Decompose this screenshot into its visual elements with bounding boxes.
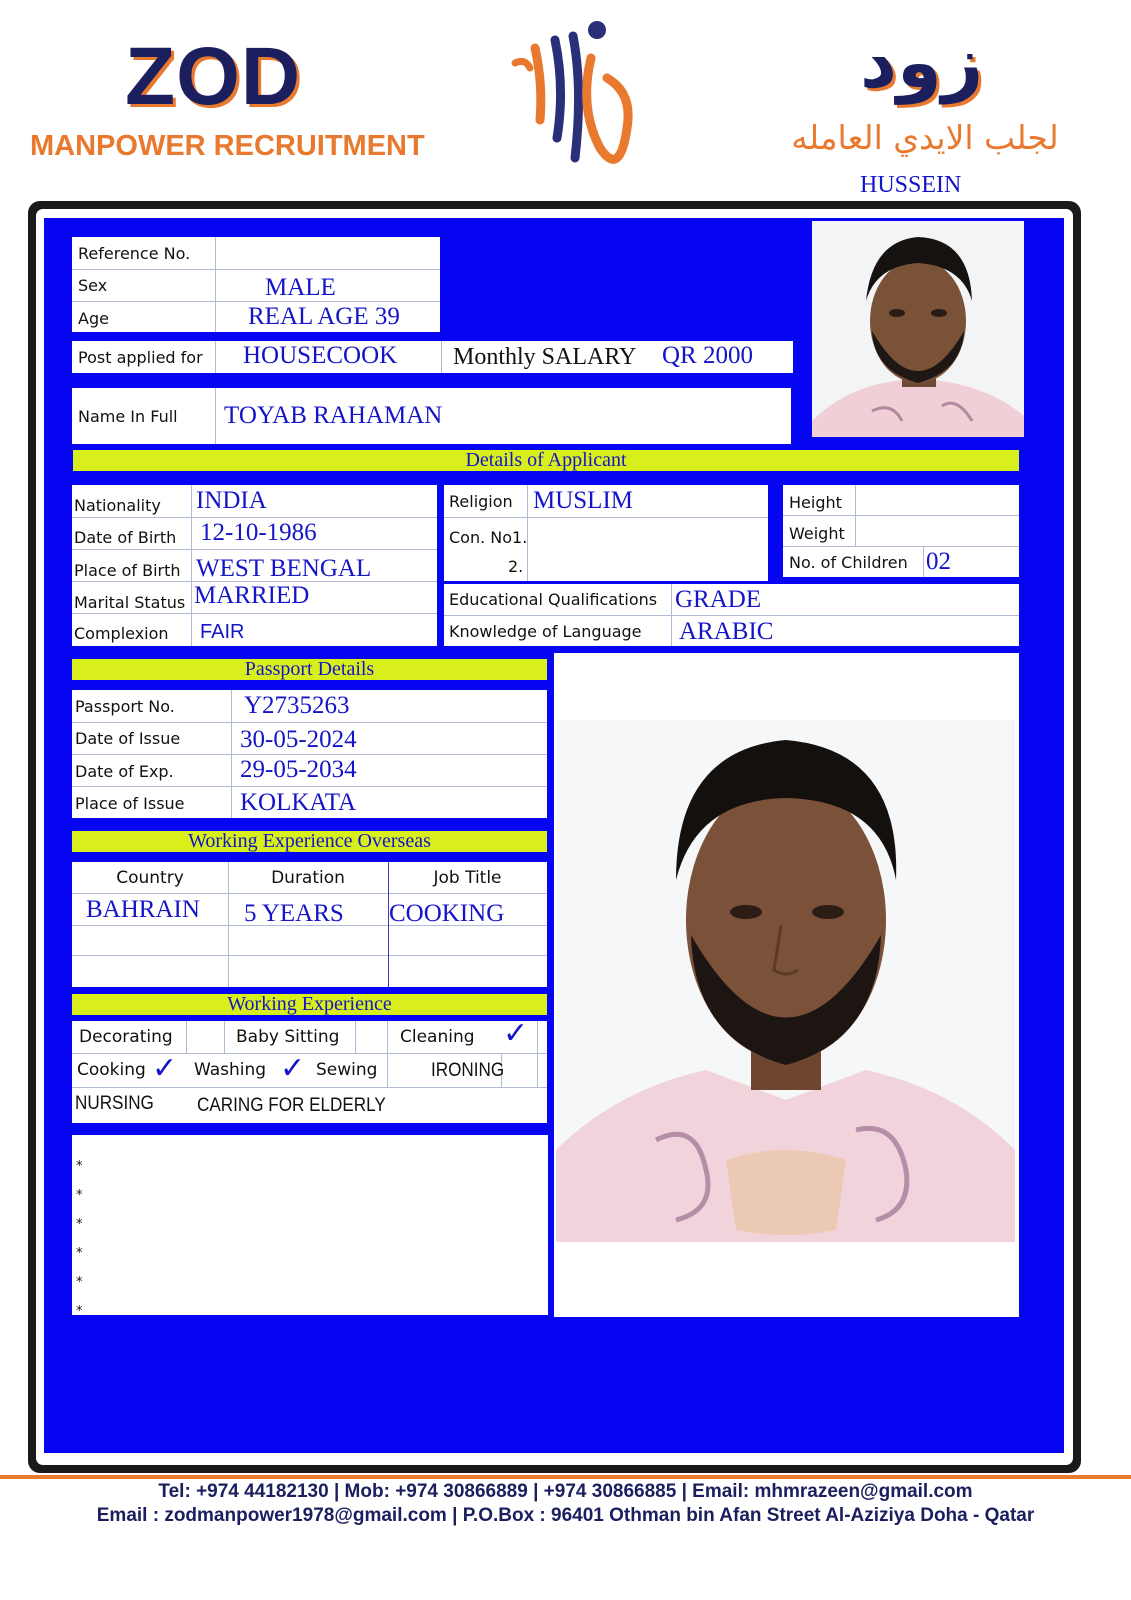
name-label: Name In Full xyxy=(78,406,178,426)
complexion-value: FAIR xyxy=(200,620,245,643)
education-value: GRADE xyxy=(675,585,762,613)
education-label: Educational Qualifications xyxy=(449,590,658,609)
col-duration: Duration xyxy=(271,867,345,888)
overseas-duration-value: 5 YEARS xyxy=(244,900,344,927)
passport-no-label: Passport No. xyxy=(75,696,175,716)
applicant-heading: Details of Applicant xyxy=(73,450,1019,471)
col-job-title: Job Title xyxy=(433,867,502,888)
expiry-date-label: Date of Exp. xyxy=(75,761,174,781)
notes-list xyxy=(76,1152,83,1326)
salary-label: Monthly SALARY xyxy=(453,343,637,370)
nursing-label: NURSING xyxy=(75,1093,154,1114)
arabic-tagline: لجلب الايدي العامله xyxy=(791,118,1059,157)
passport-no-value: Y2735263 xyxy=(244,692,350,719)
contact-2-label: 2. xyxy=(508,556,524,576)
reference-label: Reference No. xyxy=(78,243,191,263)
decorating-label: Decorating xyxy=(79,1027,173,1047)
weight-label: Weight xyxy=(789,523,845,543)
language-label: Knowledge of Language xyxy=(449,622,642,641)
pob-value: WEST BENGAL xyxy=(196,555,372,582)
overseas-country-value: BAHRAIN xyxy=(86,896,200,923)
cooking-label: Cooking xyxy=(77,1060,146,1080)
note-item: * xyxy=(76,1159,83,1174)
marital-value: MARRIED xyxy=(194,582,310,609)
issue-date-label: Date of Issue xyxy=(75,728,181,748)
post-value: HOUSECOOK xyxy=(243,342,398,369)
ironing-label: IRONING xyxy=(431,1060,505,1081)
note-item: * xyxy=(76,1188,83,1203)
footer-contact-line-1: Tel: +974 44182130 | Mob: +974 30866889 | +974 30866885 | Email: mhmrazeen@gmail.com xyxy=(158,1481,973,1502)
cleaning-check-icon: ✓ xyxy=(503,1016,529,1051)
name-value: TOYAB RAHAMAN xyxy=(224,402,443,429)
dob-label: Date of Birth xyxy=(74,527,177,547)
overseas-job-value: COOKING xyxy=(389,900,505,927)
children-value: 02 xyxy=(926,548,951,575)
applicant-photo-small xyxy=(812,221,1024,437)
complexion-label: Complexion xyxy=(74,623,169,643)
sex-value: MALE xyxy=(265,274,336,301)
agent-name: HUSSEIN xyxy=(860,172,962,198)
nationality-label: Nationality xyxy=(74,495,161,515)
religion-label: Religion xyxy=(449,491,513,511)
sewing-label: Sewing xyxy=(316,1060,378,1080)
note-item: * xyxy=(76,1275,83,1290)
pob-label: Place of Birth xyxy=(74,560,181,580)
height-label: Height xyxy=(789,492,842,512)
arabic-brand: زود xyxy=(860,20,984,104)
note-item: * xyxy=(76,1304,83,1319)
age-value: REAL AGE 39 xyxy=(248,303,400,330)
age-label: Age xyxy=(78,308,109,328)
salary-value: QR 2000 xyxy=(662,342,753,369)
language-value: ARABIC xyxy=(679,617,774,645)
company-logo-icon xyxy=(495,8,675,188)
contact-1-label: Con. No1. xyxy=(449,527,528,547)
nationality-value: INDIA xyxy=(196,487,267,514)
children-label: No. of Children xyxy=(789,552,908,572)
dob-value: 12-10-1986 xyxy=(200,519,317,546)
sex-label: Sex xyxy=(78,275,108,295)
overseas-heading: Working Experience Overseas xyxy=(72,831,547,852)
expiry-date-value: 29-05-2034 xyxy=(240,756,357,783)
baby-sitting-label: Baby Sitting xyxy=(236,1027,340,1047)
brand-logo-text: ZOD xyxy=(125,31,302,122)
washing-check-icon: ✓ xyxy=(280,1051,306,1086)
note-item: * xyxy=(76,1246,83,1261)
note-item: * xyxy=(76,1217,83,1232)
post-label: Post applied for xyxy=(78,347,203,367)
footer-divider xyxy=(0,1475,1131,1479)
issue-place-value: KOLKATA xyxy=(240,789,357,816)
religion-value: MUSLIM xyxy=(533,487,634,514)
issue-place-label: Place of Issue xyxy=(75,793,185,813)
caring-elderly-label: CARING FOR ELDERLY xyxy=(197,1095,386,1116)
experience-heading: Working Experience xyxy=(72,994,547,1015)
notes-box xyxy=(72,1135,548,1315)
issue-date-value: 30-05-2024 xyxy=(240,726,357,753)
footer-contact-line-2: Email : zodmanpower1978@gmail.com | P.O.Box : 96401 Othman bin Afan Street Al-Aziziya Doha - Qatar xyxy=(96,1505,1035,1526)
cleaning-label: Cleaning xyxy=(400,1027,475,1047)
brand-tagline: MANPOWER RECRUITMENT xyxy=(30,130,425,162)
passport-heading: Passport Details xyxy=(72,659,547,680)
cooking-check-icon: ✓ xyxy=(152,1051,178,1086)
washing-label: Washing xyxy=(194,1060,267,1080)
marital-label: Marital Status xyxy=(74,592,186,612)
col-country: Country xyxy=(116,867,184,888)
applicant-photo-large xyxy=(556,720,1015,1242)
